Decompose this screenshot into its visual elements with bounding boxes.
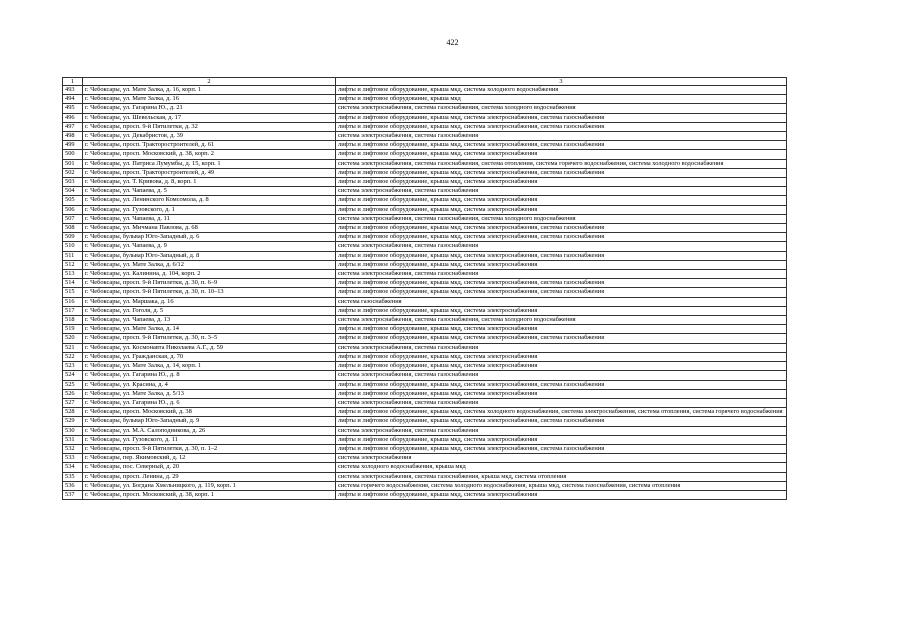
row-address: г. Чебоксары, просп. 9-й Пятилетки, д. 30, п. 6–9 <box>83 279 336 288</box>
table-row <box>63 362 787 371</box>
row-address: г. Чебоксары, ул. Красина, д. 4 <box>83 380 336 389</box>
row-number: 537 <box>63 490 83 499</box>
row-address: г. Чебоксары, пер. Якимовский, д. 12 <box>83 454 336 463</box>
row-number: 523 <box>63 362 83 371</box>
row-work-types: лифты и лифтовое оборудование, крыша мкд, система электроснабжения, система газоснабжения <box>336 444 787 453</box>
row-work-types: система электроснабжения, система газоснабжения <box>336 343 787 352</box>
row-number: 494 <box>63 95 83 104</box>
table-row <box>63 187 787 196</box>
table-row <box>63 454 787 463</box>
row-address: г. Чебоксары, ул. Чапаева, д. 9 <box>83 242 336 251</box>
row-number: 534 <box>63 463 83 472</box>
row-number: 506 <box>63 205 83 214</box>
row-address: г. Чебоксары, просп. Московский, д. 38, корп. 1 <box>83 490 336 499</box>
row-address: г. Чебоксары, ул. Калинина, д. 104, корп. 2 <box>83 270 336 279</box>
row-number: 503 <box>63 178 83 187</box>
row-number: 497 <box>63 122 83 131</box>
table-row <box>63 417 787 426</box>
row-number: 528 <box>63 408 83 417</box>
row-work-types: лифты и лифтовое оборудование, крыша мкд, система электроснабжения <box>336 362 787 371</box>
table-row <box>63 472 787 481</box>
row-work-types: лифты и лифтовое оборудование, крыша мкд, система электроснабжения <box>336 205 787 214</box>
row-address: г. Чебоксары, ул. Чапаева, д. 13 <box>83 316 336 325</box>
row-work-types: лифты и лифтовое оборудование, крыша мкд, система электроснабжения, система газоснабжения <box>336 279 787 288</box>
row-work-types: лифты и лифтовое оборудование, крыша мкд, система электроснабжения, система газоснабжения <box>336 334 787 343</box>
row-work-types: лифты и лифтовое оборудование, крыша мкд, система электроснабжения, система газоснабжения <box>336 380 787 389</box>
table-row <box>63 224 787 233</box>
row-address: г. Чебоксары, ул. Мате Залка, д. 14, корп. 1 <box>83 362 336 371</box>
row-work-types: лифты и лифтовое оборудование, крыша мкд <box>336 95 787 104</box>
row-address: г. Чебоксары, ул. Т. Кривова, д. 8, корп. 1 <box>83 178 336 187</box>
row-number: 512 <box>63 260 83 269</box>
row-number: 520 <box>63 334 83 343</box>
table-row <box>63 95 787 104</box>
row-address: г. Чебоксары, ул. Гагарина Ю., д. 8 <box>83 371 336 380</box>
row-work-types: лифты и лифтовое оборудование, крыша мкд, система электроснабжения <box>336 325 787 334</box>
row-work-types: лифты и лифтовое оборудование, крыша мкд, система электроснабжения <box>336 435 787 444</box>
row-address: г. Чебоксары, просп. 9-й Пятилетки, д. 32 <box>83 122 336 131</box>
row-work-types: система холодного водоснабжения, крыша мкд <box>336 463 787 472</box>
table-row <box>63 168 787 177</box>
row-address: г. Чебоксары, ул. М.А. Салоподникова, д. 26 <box>83 426 336 435</box>
row-number: 531 <box>63 435 83 444</box>
table-row <box>63 214 787 223</box>
table-row <box>63 251 787 260</box>
row-address: г. Чебоксары, просп. 9-й Пятилетки, д. 30, п. 1–2 <box>83 444 336 453</box>
table-row <box>63 205 787 214</box>
row-work-types: система электроснабжения, система газоснабжения <box>336 187 787 196</box>
row-work-types: лифты и лифтовое оборудование, крыша мкд, система электроснабжения, система газоснабжения <box>336 288 787 297</box>
row-number: 493 <box>63 86 83 95</box>
row-work-types: система электроснабжения <box>336 454 787 463</box>
row-number: 524 <box>63 371 83 380</box>
table-row <box>63 490 787 499</box>
header-row <box>63 78 787 86</box>
table-row <box>63 343 787 352</box>
row-work-types: система электроснабжения, система газоснабжения <box>336 132 787 141</box>
table-row <box>63 380 787 389</box>
row-address: г. Чебоксары, ул. Гагарина Ю., д. 6 <box>83 398 336 407</box>
row-number: 501 <box>63 159 83 168</box>
row-work-types: система горячего водоснабжения, система холодного водоснабжения, крыша мкд, система газоснабжения, система отопления <box>336 481 787 490</box>
row-number: 526 <box>63 389 83 398</box>
table-row <box>63 288 787 297</box>
table-row <box>63 178 787 187</box>
row-number: 511 <box>63 251 83 260</box>
row-work-types: лифты и лифтовое оборудование, крыша мкд, система электроснабжения <box>336 178 787 187</box>
row-work-types: лифты и лифтовое оборудование, крыша мкд, система электроснабжения, система газоснабжения <box>336 168 787 177</box>
table-row <box>63 270 787 279</box>
row-address: г. Чебоксары, ул. Мате Залка, д. 5/13 <box>83 389 336 398</box>
table-row <box>63 141 787 150</box>
table-row <box>63 150 787 159</box>
row-address: г. Чебоксары, просп. Тракторостроителей, д. 49 <box>83 168 336 177</box>
table-row <box>63 408 787 417</box>
row-work-types: лифты и лифтовое оборудование, крыша мкд, система холодного водоснабжения, система электроснабжения, система отопления, система горячего водоснабжения <box>336 408 787 417</box>
row-address: г. Чебоксары, просп. Тракторостроителей, д. 61 <box>83 141 336 150</box>
row-number: 510 <box>63 242 83 251</box>
row-work-types: лифты и лифтовое оборудование, крыша мкд, система электроснабжения, система газоснабжения <box>336 224 787 233</box>
table-row <box>63 435 787 444</box>
table-row <box>63 297 787 306</box>
row-address: г. Чебоксары, ул. Чапаева, д. 5 <box>83 187 336 196</box>
row-work-types: система электроснабжения, система газоснабжения, крыша мкд, система отопления <box>336 472 787 481</box>
row-address: г. Чебоксары, ул. Мате Залка, д. 6/12 <box>83 260 336 269</box>
row-address: г. Чебоксары, ул. Декабристов, д. 39 <box>83 132 336 141</box>
row-work-types: система электроснабжения, система газоснабжения <box>336 242 787 251</box>
row-number: 535 <box>63 472 83 481</box>
row-number: 529 <box>63 417 83 426</box>
table-row <box>63 481 787 490</box>
row-address: г. Чебоксары, ул. Гоголя, д. 5 <box>83 306 336 315</box>
row-number: 519 <box>63 325 83 334</box>
row-work-types: система электроснабжения, система газоснабжения <box>336 371 787 380</box>
table-row <box>63 389 787 398</box>
table-row <box>63 122 787 131</box>
table-row <box>63 316 787 325</box>
row-number: 515 <box>63 288 83 297</box>
row-address: г. Чебоксары, бульвар Юго-Западный, д. 9 <box>83 417 336 426</box>
table-row <box>63 233 787 242</box>
row-work-types: лифты и лифтовое оборудование, крыша мкд, система электроснабжения, система газоснабжения <box>336 233 787 242</box>
row-number: 518 <box>63 316 83 325</box>
row-work-types: лифты и лифтовое оборудование, крыша мкд, система электроснабжения <box>336 260 787 269</box>
row-work-types: лифты и лифтовое оборудование, крыша мкд, система электроснабжения, система газоснабжения <box>336 113 787 122</box>
row-address: г. Чебоксары, ул. Космонавта Николаева А.Г., д. 59 <box>83 343 336 352</box>
row-address: г. Чебоксары, ул. Богдана Хмельницкого, д. 119, корп. 1 <box>83 481 336 490</box>
row-number: 525 <box>63 380 83 389</box>
row-address: г. Чебоксары, ул. Патриса Лумумбы, д. 15, корп. 1 <box>83 159 336 168</box>
table-row <box>63 104 787 113</box>
row-number: 507 <box>63 214 83 223</box>
row-number: 504 <box>63 187 83 196</box>
row-address: г. Чебоксары, ул. Гузовского, д. 11 <box>83 435 336 444</box>
row-address: г. Чебоксары, ул. Чапаева, д. 11 <box>83 214 336 223</box>
row-address: г. Чебоксары, ул. Мате Залка, д. 16 <box>83 95 336 104</box>
table-row <box>63 132 787 141</box>
table-row <box>63 279 787 288</box>
row-number: 527 <box>63 398 83 407</box>
row-address: г. Чебоксары, просп. Ленина, д. 29 <box>83 472 336 481</box>
row-number: 509 <box>63 233 83 242</box>
row-work-types: лифты и лифтовое оборудование, крыша мкд, система электроснабжения <box>336 352 787 361</box>
row-address: г. Чебоксары, просп. Московский, д. 38, корп. 2 <box>83 150 336 159</box>
row-number: 533 <box>63 454 83 463</box>
page-number: 422 <box>446 38 459 47</box>
row-work-types: система электроснабжения, система газоснабжения, система холодного водоснабжения <box>336 316 787 325</box>
table-header <box>63 78 787 86</box>
row-work-types: лифты и лифтовое оборудование, крыша мкд, система электроснабжения, система газоснабжения <box>336 251 787 260</box>
table-row <box>63 463 787 472</box>
row-work-types: система газоснабжения <box>336 297 787 306</box>
row-address: г. Чебоксары, ул. Мате Залка, д. 16, корп. 1 <box>83 86 336 95</box>
row-work-types: лифты и лифтовое оборудование, крыша мкд, система электроснабжения, система газоснабжения <box>336 122 787 131</box>
table-row <box>63 352 787 361</box>
header-col-2: 2 <box>83 78 336 86</box>
row-work-types: система электроснабжения, система газоснабжения <box>336 270 787 279</box>
row-work-types: система электроснабжения, система газоснабжения, система холодного водоснабжения <box>336 214 787 223</box>
row-work-types: система электроснабжения, система газоснабжения <box>336 398 787 407</box>
row-number: 522 <box>63 352 83 361</box>
row-address: г. Чебоксары, ул. Мате Залка, д. 14 <box>83 325 336 334</box>
row-number: 514 <box>63 279 83 288</box>
row-address: г. Чебоксары, ул. Маршака, д. 16 <box>83 297 336 306</box>
row-address: г. Чебоксары, ул. Шевельская, д. 17 <box>83 113 336 122</box>
table-row <box>63 334 787 343</box>
table-row <box>63 196 787 205</box>
table-row <box>63 426 787 435</box>
row-number: 517 <box>63 306 83 315</box>
row-number: 516 <box>63 297 83 306</box>
table-row <box>63 260 787 269</box>
table-row <box>63 86 787 95</box>
row-address: г. Чебоксары, ул. Мичмана Павлова, д. 68 <box>83 224 336 233</box>
row-number: 536 <box>63 481 83 490</box>
row-work-types: лифты и лифтовое оборудование, крыша мкд, система электроснабжения <box>336 196 787 205</box>
row-work-types: система электроснабжения, система газоснабжения, система холодного водоснабжения <box>336 104 787 113</box>
row-number: 496 <box>63 113 83 122</box>
row-work-types: лифты и лифтовое оборудование, крыша мкд, система электроснабжения <box>336 389 787 398</box>
row-number: 505 <box>63 196 83 205</box>
row-number: 508 <box>63 224 83 233</box>
row-address: г. Чебоксары, просп. Московский, д. 38 <box>83 408 336 417</box>
table-row <box>63 398 787 407</box>
table-row <box>63 444 787 453</box>
table-body <box>63 86 787 500</box>
table-row <box>63 371 787 380</box>
row-work-types: лифты и лифтовое оборудование, крыша мкд, система электроснабжения, система газоснабжения <box>336 417 787 426</box>
row-address: г. Чебоксары, ул. Гагарина Ю., д. 21 <box>83 104 336 113</box>
row-number: 521 <box>63 343 83 352</box>
row-address: г. Чебоксары, бульвар Юго-Западный, д. 6 <box>83 233 336 242</box>
row-address: г. Чебоксары, просп. 9-й Пятилетки, д. 30, п. 3–5 <box>83 334 336 343</box>
header-col-1: 1 <box>63 78 83 86</box>
row-work-types: система электроснабжения, система газоснабжения, система отопления, система горячего водоснабжения, система холодного водоснабжения <box>336 159 787 168</box>
row-number: 502 <box>63 168 83 177</box>
registry-table <box>62 77 787 500</box>
header-col-3: 3 <box>336 78 787 86</box>
row-work-types: лифты и лифтовое оборудование, крыша мкд, система электроснабжения <box>336 490 787 499</box>
row-number: 500 <box>63 150 83 159</box>
row-address: г. Чебоксары, ул. Гражданская, д. 70 <box>83 352 336 361</box>
row-address: г. Чебоксары, ул. Гузовского, д. 1 <box>83 205 336 214</box>
row-number: 495 <box>63 104 83 113</box>
row-work-types: лифты и лифтовое оборудование, крыша мкд, система холодного водоснабжения <box>336 86 787 95</box>
row-number: 498 <box>63 132 83 141</box>
table-row <box>63 306 787 315</box>
row-work-types: лифты и лифтовое оборудование, крыша мкд, система электроснабжения <box>336 150 787 159</box>
row-work-types: лифты и лифтовое оборудование, крыша мкд, система электроснабжения, система газоснабжения <box>336 141 787 150</box>
row-number: 530 <box>63 426 83 435</box>
row-address: г. Чебоксары, просп. 9-й Пятилетки, д. 30, п. 10–13 <box>83 288 336 297</box>
row-number: 513 <box>63 270 83 279</box>
table-row <box>63 159 787 168</box>
row-number: 532 <box>63 444 83 453</box>
row-number: 499 <box>63 141 83 150</box>
row-work-types: лифты и лифтовое оборудование, крыша мкд, система электроснабжения <box>336 306 787 315</box>
row-address: г. Чебоксары, ул. Ленинского Комсомола, д. 8 <box>83 196 336 205</box>
table-row <box>63 242 787 251</box>
row-address: г. Чебоксары, бульвар Юго-Западный, д. 8 <box>83 251 336 260</box>
table-row <box>63 113 787 122</box>
table-row <box>63 325 787 334</box>
row-address: г. Чебоксары, пос. Северный, д. 20 <box>83 463 336 472</box>
row-work-types: система электроснабжения, система газоснабжения <box>336 426 787 435</box>
